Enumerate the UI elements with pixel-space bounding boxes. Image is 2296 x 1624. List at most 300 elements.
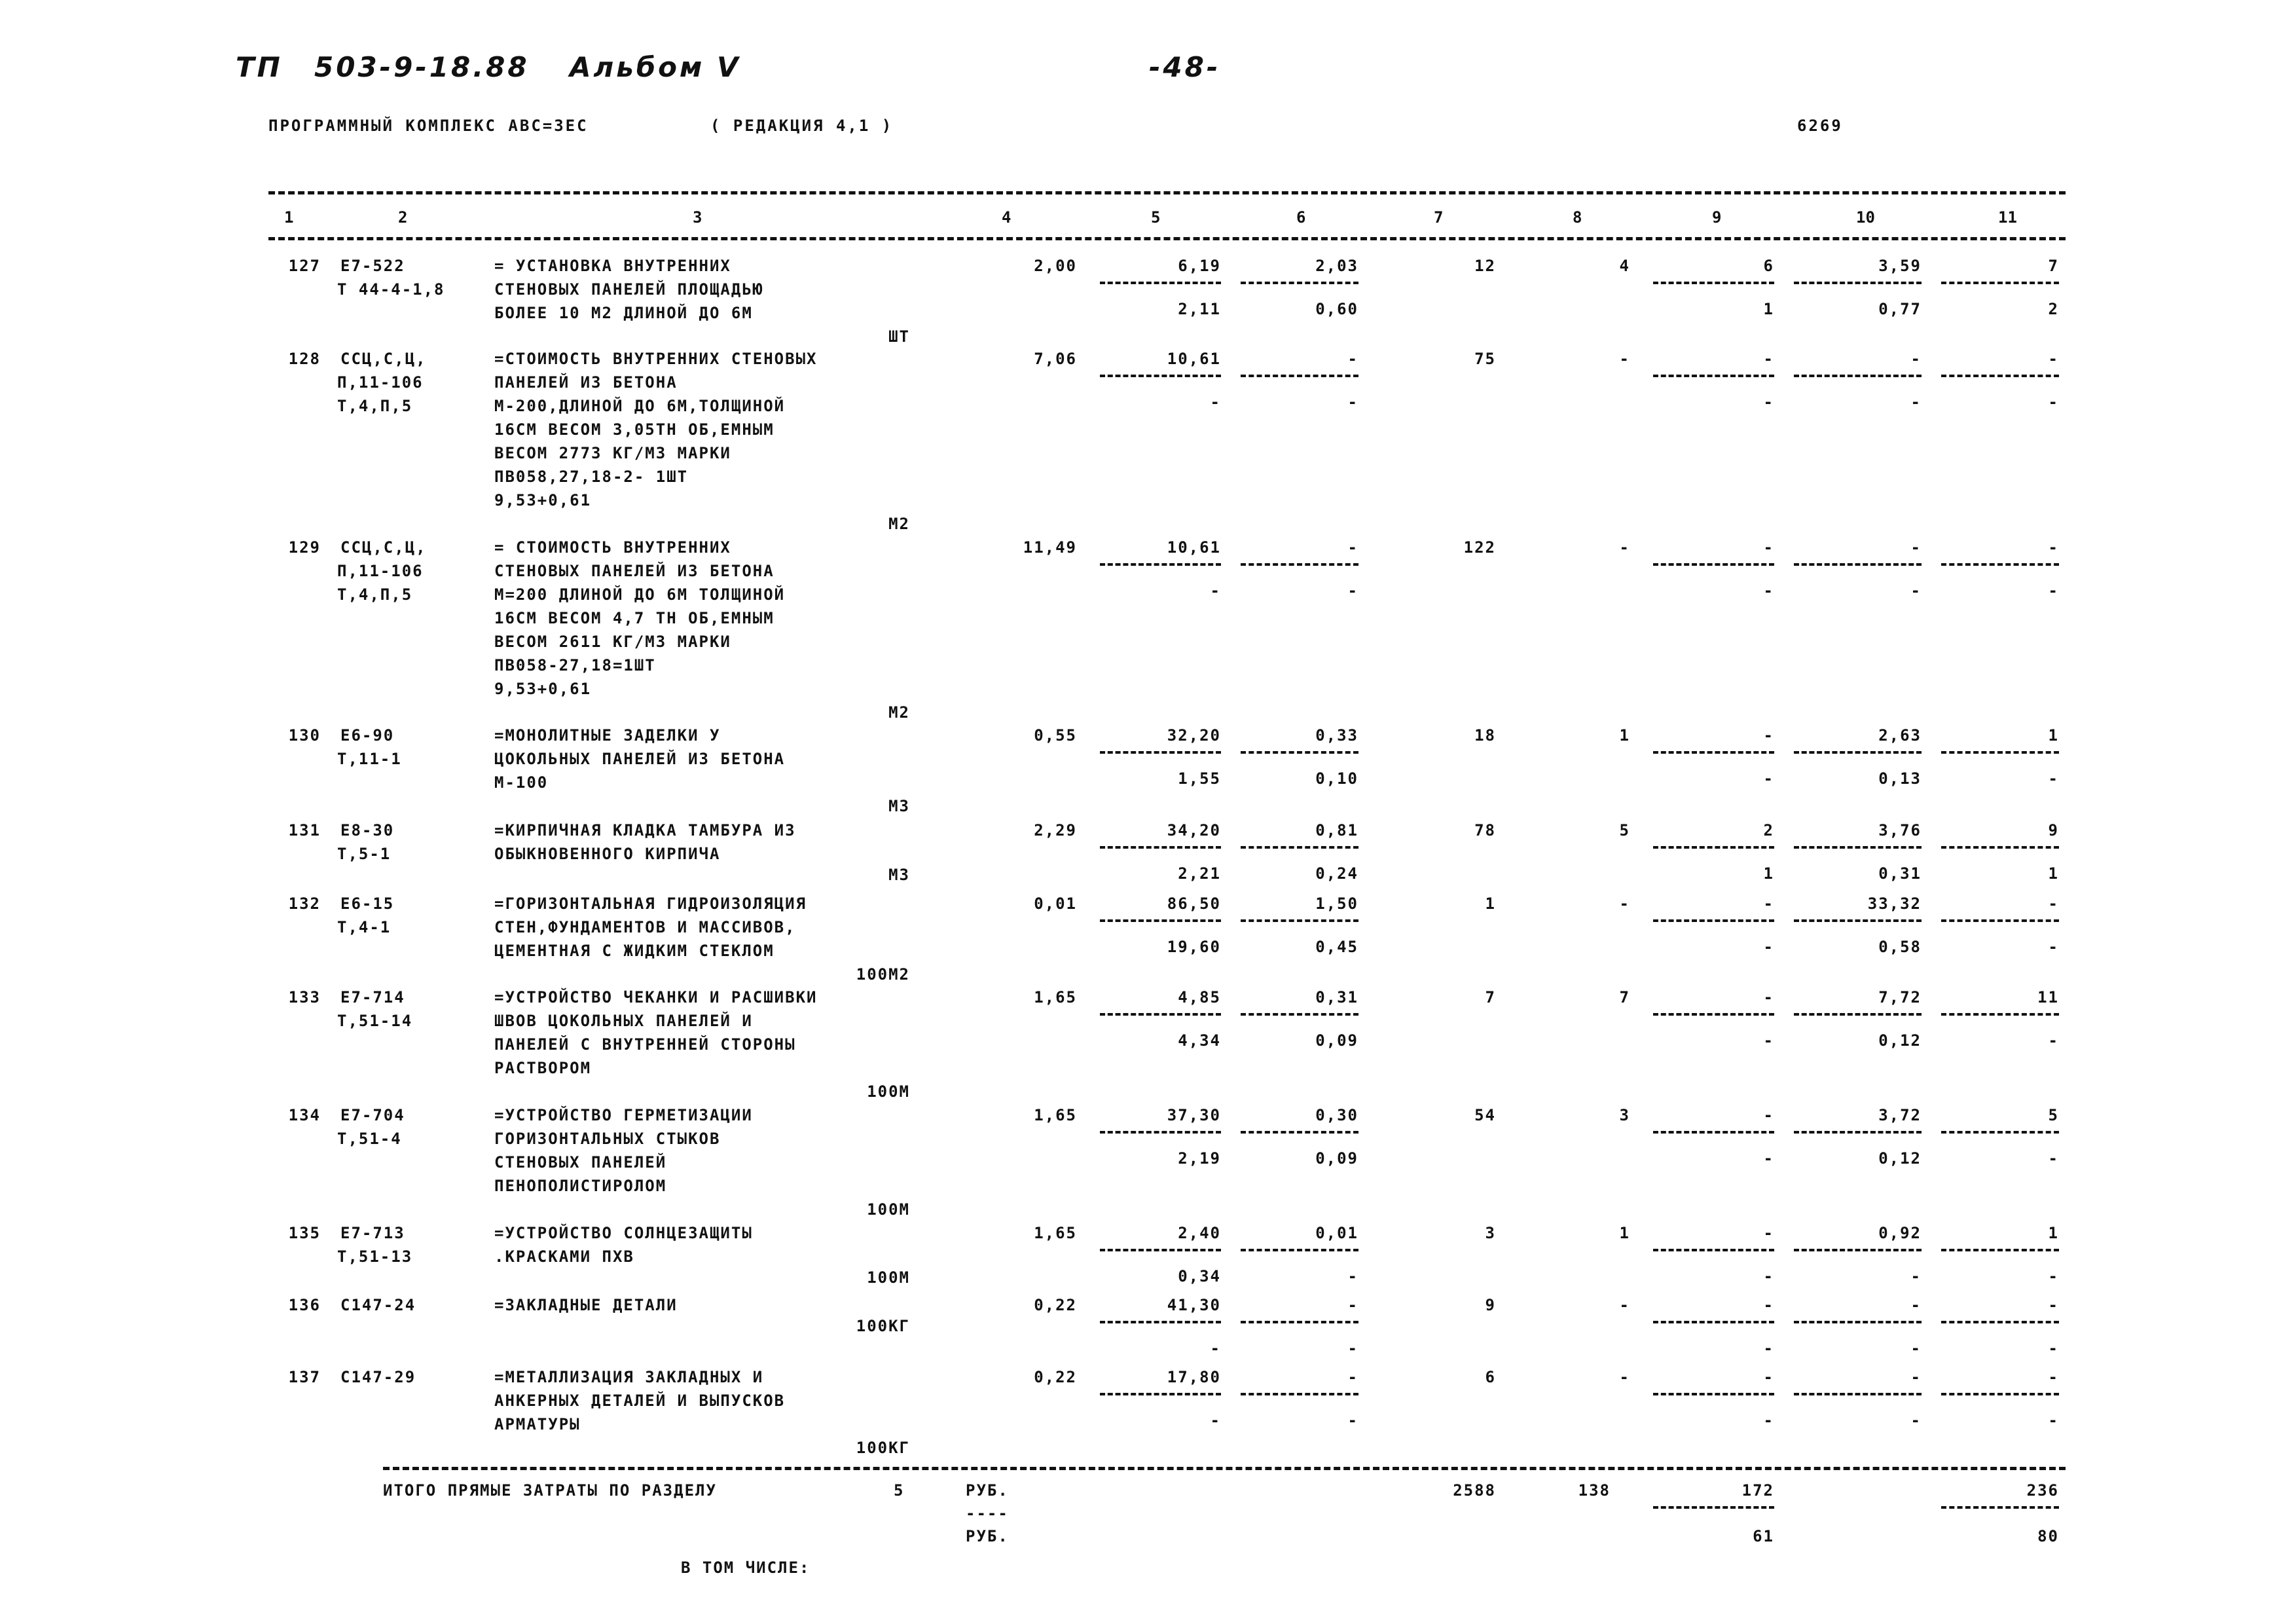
row-divider: [1794, 846, 1922, 849]
row-subcell-9: -: [1763, 1267, 1774, 1285]
row-divider: [1241, 1013, 1358, 1016]
row-number: 129: [288, 538, 321, 557]
totals-col7: 2588: [1453, 1481, 1496, 1500]
row-number: 130: [288, 726, 321, 745]
row-cell-4: 2,29: [1034, 821, 1077, 840]
row-subcell-9: -: [1763, 1411, 1774, 1430]
totals-col11-divider: [1941, 1506, 2059, 1509]
row-description-line: =СТОИМОСТЬ ВНУТРЕННИХ СТЕНОВЫХ: [494, 350, 818, 368]
row-cell-10: -: [1910, 1296, 1922, 1314]
row-cell-7: 18: [1474, 726, 1496, 745]
row-code-line: E8-30: [340, 821, 395, 840]
row-cell-5: 17,80: [1167, 1368, 1221, 1386]
col-header-4: 4: [1002, 208, 1011, 227]
row-unit: 100М: [867, 1082, 910, 1101]
totals-rule: [383, 1467, 2066, 1470]
row-code-line: E6-90: [340, 726, 395, 745]
row-unit: М3: [888, 797, 910, 815]
row-divider: [1794, 375, 1922, 377]
row-subcell-6: 0,09: [1315, 1031, 1358, 1050]
row-description-line: .КРАСКАМИ ПХВ: [494, 1247, 634, 1266]
row-subcell-10: -: [1910, 1267, 1922, 1285]
row-cell-8: 3: [1619, 1106, 1630, 1124]
row-cell-8: 4: [1619, 257, 1630, 275]
row-subcell-10: 0,13: [1878, 769, 1922, 788]
including-label: В ТОМ ЧИСЛЕ:: [681, 1559, 811, 1577]
row-cell-7: 54: [1474, 1106, 1496, 1124]
row-description-line: ВЕСОМ 2773 КГ/М3 МАРКИ: [494, 444, 731, 462]
row-code-line: E7-522: [340, 257, 405, 275]
row-cell-11: 1: [2048, 726, 2059, 745]
row-unit: М2: [888, 515, 910, 533]
row-description-line: ЦОКОЛЬНЫХ ПАНЕЛЕЙ ИЗ БЕТОНА: [494, 750, 786, 768]
row-code-line: ССЦ,С,Ц,: [340, 538, 427, 557]
row-cell-8: -: [1619, 1368, 1630, 1386]
row-description-line: 16СМ ВЕСОМ 4,7 ТН ОБ,ЕМНЫМ: [494, 609, 774, 627]
row-cell-5: 86,50: [1167, 895, 1221, 913]
row-subcell-5: -: [1210, 1339, 1221, 1357]
row-cell-5: 34,20: [1167, 821, 1221, 840]
row-description-line: =УСТРОЙСТВО ЧЕКАНКИ И РАСШИВКИ: [494, 988, 818, 1006]
row-subcell-10: 0,77: [1878, 300, 1922, 318]
row-cell-10: -: [1910, 1368, 1922, 1386]
col-header-6: 6: [1296, 208, 1306, 227]
row-description-line: М-200,ДЛИНОЙ ДО 6М,ТОЛЩИНОЙ: [494, 397, 786, 415]
row-cell-8: 5: [1619, 821, 1630, 840]
row-cell-7: 122: [1463, 538, 1496, 557]
row-number: 135: [288, 1224, 321, 1242]
row-cell-8: 1: [1619, 726, 1630, 745]
row-divider: [1653, 1249, 1774, 1251]
row-subcell-5: 2,19: [1178, 1149, 1221, 1168]
row-cell-10: 7,72: [1878, 988, 1922, 1006]
row-description-line: =МЕТАЛЛИЗАЦИЯ ЗАКЛАДНЫХ И: [494, 1368, 764, 1386]
row-divider: [1653, 282, 1774, 284]
row-subcell-5: 19,60: [1167, 938, 1221, 956]
row-description-line: ОБЫКНОВЕННОГО КИРПИЧА: [494, 845, 721, 863]
header-bottom-rule: [268, 237, 2066, 240]
row-divider: [1941, 1013, 2059, 1016]
row-divider: [1100, 1249, 1221, 1251]
row-code-line: Е7-704: [340, 1106, 405, 1124]
row-subcell-6: -: [1347, 1267, 1358, 1285]
row-cell-11: 7: [2048, 257, 2059, 275]
row-cell-10: 33,32: [1867, 895, 1922, 913]
row-cell-11: 1: [2048, 1224, 2059, 1242]
row-subcell-10: 0,31: [1878, 864, 1922, 883]
row-cell-10: -: [1910, 538, 1922, 557]
row-divider: [1941, 563, 2059, 566]
row-code-line: Т,51-4: [337, 1130, 402, 1148]
row-unit: ШТ: [888, 327, 910, 346]
row-number: 127: [288, 257, 321, 275]
row-divider: [1100, 563, 1221, 566]
row-cell-9: 6: [1763, 257, 1774, 275]
program-name: ПРОГРАММНЫЙ КОМПЛЕКС АВС=3ЕС: [268, 117, 589, 135]
row-description-line: ГОРИЗОНТАЛЬНЫХ СТЫКОВ: [494, 1130, 721, 1148]
row-cell-11: 11: [2037, 988, 2059, 1006]
row-code-line: ССЦ,С,Ц,: [340, 350, 427, 368]
col-header-7: 7: [1434, 208, 1444, 227]
row-subcell-6: -: [1347, 1339, 1358, 1357]
row-description-line: =ГОРИЗОНТАЛЬНАЯ ГИДРОИЗОЛЯЦИЯ: [494, 895, 807, 913]
row-divider: [1100, 1013, 1221, 1016]
row-number: 128: [288, 350, 321, 368]
row-subcell-9: 1: [1763, 864, 1774, 883]
row-cell-5: 10,61: [1167, 350, 1221, 368]
row-description-line: ВЕСОМ 2611 КГ/М3 МАРКИ: [494, 633, 731, 651]
row-cell-6: 1,50: [1315, 895, 1358, 913]
row-code-line: П,11-106: [337, 562, 424, 580]
row-divider: [1794, 751, 1922, 754]
row-description-line: БОЛЕЕ 10 М2 ДЛИНОЙ ДО 6М: [494, 304, 753, 322]
row-description-line: ПЕНОПОЛИСТИРОЛОМ: [494, 1177, 667, 1195]
row-cell-11: 5: [2048, 1106, 2059, 1124]
row-code-line: Т,51-14: [337, 1012, 413, 1030]
row-subcell-11: -: [2048, 1339, 2059, 1357]
row-subcell-11: 2: [2048, 300, 2059, 318]
row-subcell-6: 0,10: [1315, 769, 1358, 788]
row-cell-5: 2,40: [1178, 1224, 1221, 1242]
page-number: -48-: [1149, 51, 1221, 83]
totals-col9: 172: [1741, 1481, 1774, 1500]
header-code: 503-9-18.88: [314, 51, 530, 83]
row-cell-10: 3,76: [1878, 821, 1922, 840]
row-description-line: СТЕН,ФУНДАМЕНТОВ И МАССИВОВ,: [494, 918, 796, 936]
row-subcell-5: -: [1210, 581, 1221, 600]
row-cell-6: 0,30: [1315, 1106, 1358, 1124]
row-cell-7: 78: [1474, 821, 1496, 840]
col-header-8: 8: [1573, 208, 1582, 227]
totals-col9-sub: 61: [1753, 1527, 1774, 1545]
row-subcell-11: -: [2048, 581, 2059, 600]
row-subcell-9: -: [1763, 1149, 1774, 1168]
row-subcell-11: -: [2048, 1031, 2059, 1050]
row-cell-9: 2: [1763, 821, 1774, 840]
row-description-line: М-100: [494, 773, 549, 792]
row-subcell-6: 0,60: [1315, 300, 1358, 318]
row-description-line: ПВ058,27,18-2- 1ШТ: [494, 468, 689, 486]
row-cell-7: 75: [1474, 350, 1496, 368]
col-header-2: 2: [398, 208, 408, 227]
row-subcell-5: 2,11: [1178, 300, 1221, 318]
row-cell-6: -: [1347, 1368, 1358, 1386]
totals-col11: 236: [2026, 1481, 2059, 1500]
row-subcell-11: 1: [2048, 864, 2059, 883]
row-cell-6: -: [1347, 350, 1358, 368]
row-divider: [1100, 751, 1221, 754]
row-subcell-11: -: [2048, 769, 2059, 788]
col-header-1: 1: [284, 208, 294, 227]
row-subcell-11: -: [2048, 938, 2059, 956]
row-divider: [1241, 375, 1358, 377]
row-subcell-6: -: [1347, 393, 1358, 411]
row-cell-4: 0,22: [1034, 1368, 1077, 1386]
row-cell-11: -: [2048, 350, 2059, 368]
row-subcell-5: 1,55: [1178, 769, 1221, 788]
row-divider: [1941, 846, 2059, 849]
row-divider: [1100, 919, 1221, 922]
row-description-line: =КИРПИЧНАЯ КЛАДКА ТАМБУРА ИЗ: [494, 821, 796, 840]
row-cell-6: 0,31: [1315, 988, 1358, 1006]
row-cell-4: 1,65: [1034, 988, 1077, 1006]
totals-currency-1: РУБ.: [966, 1481, 1009, 1500]
row-cell-6: 0,33: [1315, 726, 1358, 745]
row-cell-6: -: [1347, 1296, 1358, 1314]
row-cell-5: 6,19: [1178, 257, 1221, 275]
column-header-row: [268, 208, 2066, 234]
row-divider: [1653, 375, 1774, 377]
row-unit: М2: [888, 703, 910, 722]
row-cell-7: 1: [1485, 895, 1496, 913]
row-description-line: СТЕНОВЫХ ПАНЕЛЕЙ ИЗ БЕТОНА: [494, 562, 774, 580]
row-cell-10: 0,92: [1878, 1224, 1922, 1242]
row-description-line: ПАНЕЛЕЙ С ВНУТРЕННЕЙ СТОРОНЫ: [494, 1035, 796, 1054]
edition: ( РЕДАКЦИЯ 4,1 ): [710, 117, 894, 135]
totals-currency-dash: ----: [966, 1504, 1009, 1522]
row-code-line: E6-15: [340, 895, 395, 913]
header-album: Альбом V: [570, 51, 741, 83]
row-cell-9: -: [1763, 1224, 1774, 1242]
row-cell-4: 0,22: [1034, 1296, 1077, 1314]
totals-col8: 138: [1578, 1481, 1611, 1500]
row-subcell-5: -: [1210, 1411, 1221, 1430]
row-cell-11: -: [2048, 1296, 2059, 1314]
row-description-line: ШВОВ ЦОКОЛЬНЫХ ПАНЕЛЕЙ И: [494, 1012, 753, 1030]
row-description-line: =МОНОЛИТНЫЕ ЗАДЕЛКИ У: [494, 726, 721, 745]
row-divider: [1794, 563, 1922, 566]
row-cell-4: 2,00: [1034, 257, 1077, 275]
row-divider: [1941, 375, 2059, 377]
row-code-line: П,11-106: [337, 373, 424, 392]
row-divider: [1941, 1131, 2059, 1134]
row-cell-4: 1,65: [1034, 1106, 1077, 1124]
row-subcell-9: 1: [1763, 300, 1774, 318]
row-divider: [1653, 1131, 1774, 1134]
row-divider: [1653, 1393, 1774, 1395]
row-unit: 100КГ: [856, 1439, 910, 1457]
totals-currency-2: РУБ.: [966, 1527, 1009, 1545]
row-code-line: С147-24: [340, 1296, 416, 1314]
row-cell-9: -: [1763, 1296, 1774, 1314]
row-subcell-6: 0,24: [1315, 864, 1358, 883]
row-subcell-5: 2,21: [1178, 864, 1221, 883]
row-divider: [1794, 919, 1922, 922]
row-cell-4: 0,01: [1034, 895, 1077, 913]
row-number: 132: [288, 895, 321, 913]
row-subcell-10: -: [1910, 581, 1922, 600]
row-divider: [1241, 751, 1358, 754]
row-description-line: ПАНЕЛЕЙ ИЗ БЕТОНА: [494, 373, 678, 392]
row-subcell-11: -: [2048, 1149, 2059, 1168]
row-cell-9: -: [1763, 538, 1774, 557]
row-cell-8: -: [1619, 1296, 1630, 1314]
row-divider: [1941, 919, 2059, 922]
row-cell-5: 37,30: [1167, 1106, 1221, 1124]
row-cell-9: -: [1763, 350, 1774, 368]
row-description-line: = СТОИМОСТЬ ВНУТРЕННИХ: [494, 538, 731, 557]
row-description-line: = УСТАНОВКА ВНУТРЕННИХ: [494, 257, 731, 275]
row-subcell-10: 0,12: [1878, 1031, 1922, 1050]
row-cell-9: -: [1763, 1106, 1774, 1124]
row-divider: [1241, 1131, 1358, 1134]
row-cell-11: -: [2048, 538, 2059, 557]
row-cell-6: 2,03: [1315, 257, 1358, 275]
row-code-line: Е7-714: [340, 988, 405, 1006]
row-divider: [1794, 1321, 1922, 1323]
row-number: 133: [288, 988, 321, 1006]
row-divider: [1941, 1393, 2059, 1395]
row-cell-9: -: [1763, 726, 1774, 745]
row-cell-4: 11,49: [1023, 538, 1077, 557]
row-divider: [1100, 846, 1221, 849]
row-code-line: Т 44-4-1,8: [337, 280, 445, 299]
row-subcell-11: -: [2048, 1411, 2059, 1430]
row-divider: [1100, 1393, 1221, 1395]
row-cell-4: 7,06: [1034, 350, 1077, 368]
row-divider: [1941, 1321, 2059, 1323]
row-code-line: Т,5-1: [337, 845, 392, 863]
row-subcell-11: -: [2048, 1267, 2059, 1285]
row-description-line: ЦЕМЕНТНАЯ С ЖИДКИМ СТЕКЛОМ: [494, 942, 774, 960]
row-subcell-9: -: [1763, 938, 1774, 956]
row-cell-7: 9: [1485, 1296, 1496, 1314]
row-number: 134: [288, 1106, 321, 1124]
row-subcell-10: -: [1910, 1411, 1922, 1430]
row-divider: [1653, 1013, 1774, 1016]
row-cell-9: -: [1763, 895, 1774, 913]
row-subcell-6: 0,09: [1315, 1149, 1358, 1168]
row-cell-9: -: [1763, 1368, 1774, 1386]
row-divider: [1941, 1249, 2059, 1251]
totals-label: ИТОГО ПРЯМЫЕ ЗАТРАТЫ ПО РАЗДЕЛУ: [383, 1481, 717, 1500]
row-subcell-10: 0,12: [1878, 1149, 1922, 1168]
row-subcell-5: 0,34: [1178, 1267, 1221, 1285]
totals-section: 5: [894, 1481, 905, 1500]
row-divider: [1653, 1321, 1774, 1323]
col-header-10: 10: [1856, 208, 1875, 227]
row-divider: [1241, 1249, 1358, 1251]
row-cell-7: 12: [1474, 257, 1496, 275]
row-cell-6: -: [1347, 538, 1358, 557]
row-divider: [1794, 282, 1922, 284]
row-number: 137: [288, 1368, 321, 1386]
row-description-line: АРМАТУРЫ: [494, 1415, 581, 1433]
row-code-line: Т,51-13: [337, 1247, 413, 1266]
row-cell-8: -: [1619, 538, 1630, 557]
row-divider: [1794, 1013, 1922, 1016]
row-subcell-9: -: [1763, 1031, 1774, 1050]
row-divider: [1794, 1249, 1922, 1251]
row-description-line: М=200 ДЛИНОЙ ДО 6М ТОЛЩИНОЙ: [494, 585, 786, 604]
row-cell-10: 3,59: [1878, 257, 1922, 275]
row-divider: [1100, 1321, 1221, 1323]
totals-col9-divider: [1653, 1506, 1774, 1509]
row-cell-10: 3,72: [1878, 1106, 1922, 1124]
row-unit: 100М: [867, 1200, 910, 1219]
col-header-9: 9: [1712, 208, 1722, 227]
row-cell-5: 32,20: [1167, 726, 1221, 745]
row-divider: [1241, 846, 1358, 849]
table-top-rule: [268, 191, 2066, 194]
row-code-line: Т,4,П,5: [337, 585, 413, 604]
row-subcell-5: 4,34: [1178, 1031, 1221, 1050]
row-subcell-10: -: [1910, 393, 1922, 411]
row-unit: 100М: [867, 1268, 910, 1287]
row-description-line: СТЕНОВЫХ ПАНЕЛЕЙ ПЛОЩАДЬЮ: [494, 280, 764, 299]
col-header-5: 5: [1151, 208, 1161, 227]
row-divider: [1100, 282, 1221, 284]
row-divider: [1241, 919, 1358, 922]
row-description-line: РАСТВОРОМ: [494, 1059, 592, 1077]
row-cell-11: 9: [2048, 821, 2059, 840]
row-number: 136: [288, 1296, 321, 1314]
row-description-line: 16СМ ВЕСОМ 3,05ТН ОБ,ЕМНЫМ: [494, 420, 774, 439]
row-divider: [1100, 375, 1221, 377]
row-divider: [1241, 1393, 1358, 1395]
row-divider: [1241, 1321, 1358, 1323]
col-header-11: 11: [1998, 208, 2017, 227]
row-cell-8: -: [1619, 350, 1630, 368]
row-subcell-11: -: [2048, 393, 2059, 411]
row-divider: [1794, 1131, 1922, 1134]
row-description-line: =ЗАКЛАДНЫЕ ДЕТАЛИ: [494, 1296, 678, 1314]
row-divider: [1241, 563, 1358, 566]
row-cell-8: 7: [1619, 988, 1630, 1006]
row-cell-7: 3: [1485, 1224, 1496, 1242]
row-subcell-5: -: [1210, 393, 1221, 411]
row-cell-5: 4,85: [1178, 988, 1221, 1006]
row-cell-10: -: [1910, 350, 1922, 368]
row-unit: 100КГ: [856, 1317, 910, 1335]
row-cell-8: 1: [1619, 1224, 1630, 1242]
row-cell-4: 0,55: [1034, 726, 1077, 745]
row-divider: [1653, 751, 1774, 754]
row-cell-9: -: [1763, 988, 1774, 1006]
row-cell-7: 7: [1485, 988, 1496, 1006]
row-cell-5: 41,30: [1167, 1296, 1221, 1314]
row-subcell-9: -: [1763, 581, 1774, 600]
totals-col11-sub: 80: [2037, 1527, 2059, 1545]
row-divider: [1941, 751, 2059, 754]
row-divider: [1653, 919, 1774, 922]
header-tp: ТП: [236, 51, 283, 83]
row-cell-6: 0,81: [1315, 821, 1358, 840]
row-cell-7: 6: [1485, 1368, 1496, 1386]
row-subcell-6: 0,45: [1315, 938, 1358, 956]
row-divider: [1653, 563, 1774, 566]
row-description-line: АНКЕРНЫХ ДЕТАЛЕЙ И ВЫПУСКОВ: [494, 1392, 786, 1410]
row-divider: [1653, 846, 1774, 849]
row-unit: М3: [888, 866, 910, 884]
row-code-line: С147-29: [340, 1368, 416, 1386]
row-cell-10: 2,63: [1878, 726, 1922, 745]
document-number: 6269: [1797, 117, 1843, 135]
row-divider: [1241, 282, 1358, 284]
row-cell-11: -: [2048, 895, 2059, 913]
row-description-line: 9,53+0,61: [494, 491, 592, 509]
col-header-3: 3: [693, 208, 702, 227]
row-subcell-9: -: [1763, 769, 1774, 788]
row-divider: [1794, 1393, 1922, 1395]
row-unit: 100М2: [856, 965, 910, 984]
row-code-line: Е7-713: [340, 1224, 405, 1242]
row-divider: [1941, 282, 2059, 284]
row-cell-5: 10,61: [1167, 538, 1221, 557]
row-description-line: =УСТРОЙСТВО СОЛНЦЕЗАЩИТЫ: [494, 1224, 753, 1242]
row-cell-4: 1,65: [1034, 1224, 1077, 1242]
row-subcell-10: -: [1910, 1339, 1922, 1357]
